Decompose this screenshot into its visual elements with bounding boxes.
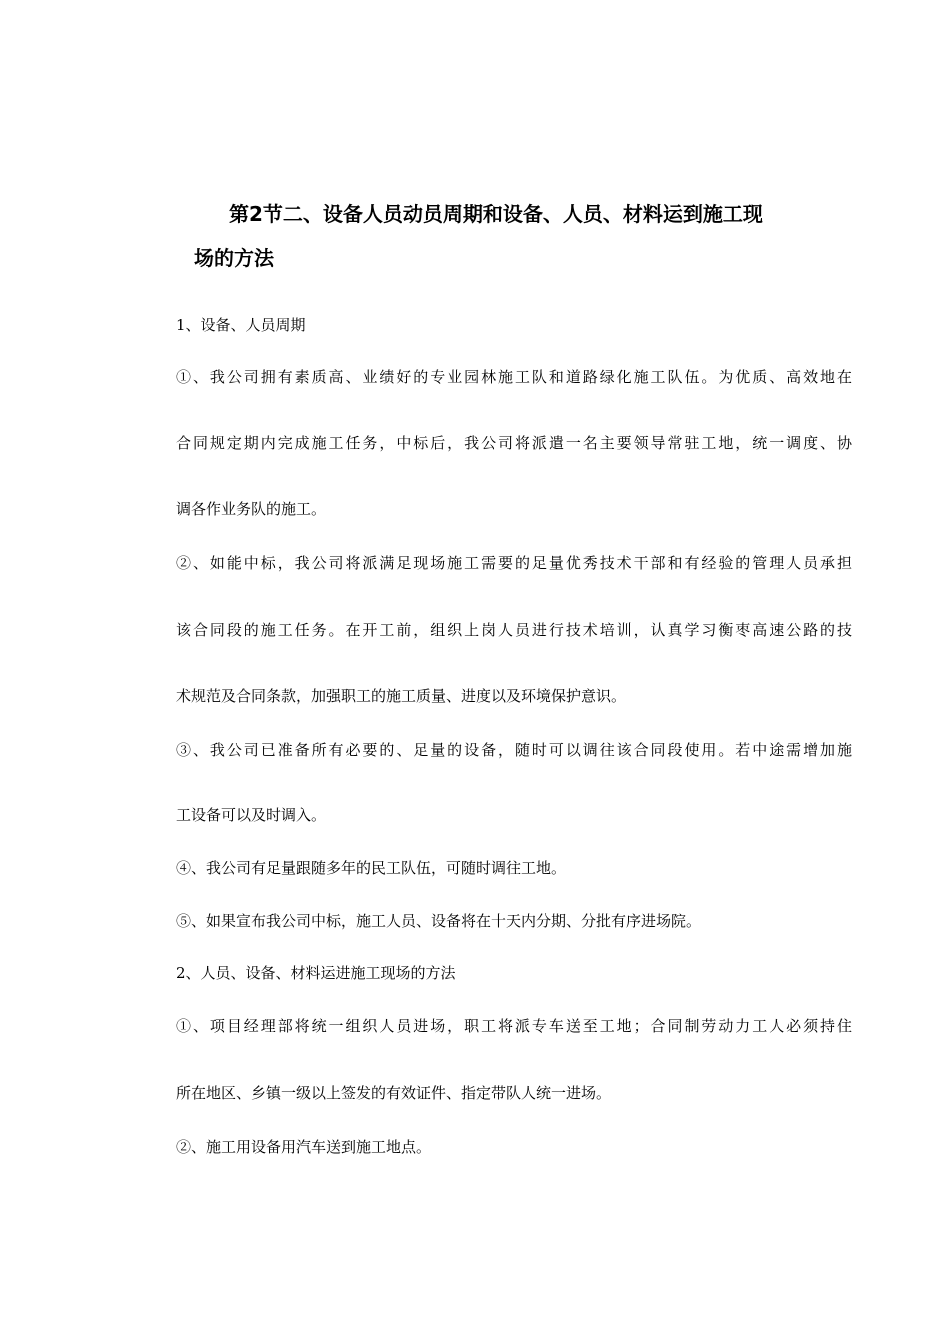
- section-title-line-2: 场的方法: [194, 246, 274, 270]
- paragraph-line: 调各作业务队的施工。: [176, 500, 327, 518]
- heading-transport-method: 2、人员、设备、材料运进施工现场的方法: [176, 964, 456, 982]
- paragraph-line: ④、我公司有足量跟随多年的民工队伍，可随时调往工地。: [176, 859, 567, 877]
- section-title-line-1: 第2节二、设备人员动员周期和设备、人员、材料运到施工现: [229, 202, 763, 226]
- paragraph-line: ①、项目经理部将统一组织人员进场，职工将派专车送至工地；合同制劳动力工人必须持住: [176, 1017, 852, 1035]
- paragraph-line: ②、施工用设备用汽车送到施工地点。: [176, 1138, 432, 1156]
- paragraph-line: ⑤、如果宣布我公司中标，施工人员、设备将在十天内分期、分批有序进场院。: [176, 912, 702, 930]
- paragraph-line: ①、我公司拥有素质高、业绩好的专业园林施工队和道路绿化施工队伍。为优质、高效地在: [176, 368, 852, 386]
- paragraph-line: 工设备可以及时调入。: [176, 806, 327, 824]
- paragraph-line: 该合同段的施工任务。在开工前，组织上岗人员进行技术培训，认真学习衡枣高速公路的技: [176, 621, 852, 639]
- paragraph-line: 术规范及合同条款，加强职工的施工质量、进度以及环境保护意识。: [176, 687, 627, 705]
- paragraph-line: 所在地区、乡镇一级以上签发的有效证件、指定带队人统一进场。: [176, 1084, 612, 1102]
- paragraph-line: 合同规定期内完成施工任务，中标后，我公司将派遣一名主要领导常驻工地，统一调度、协: [176, 434, 852, 452]
- heading-equipment-personnel-period: 1、设备、人员周期: [176, 316, 306, 334]
- paragraph-line: ③、我公司已准备所有必要的、足量的设备，随时可以调往该合同段使用。若中途需增加施: [176, 741, 852, 759]
- paragraph-line: ②、如能中标，我公司将派满足现场施工需要的足量优秀技术干部和有经验的管理人员承担: [176, 554, 852, 572]
